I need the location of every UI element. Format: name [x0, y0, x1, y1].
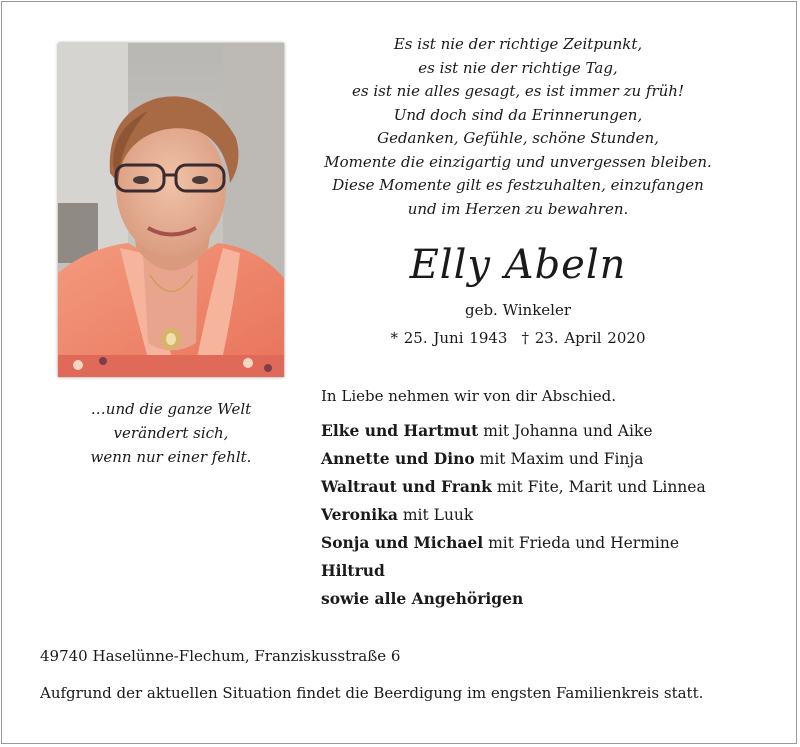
poem-line: es ist nie alles gesagt, es ist immer zu früh! [352, 82, 684, 100]
family-member-names: Veronika [321, 505, 398, 524]
family-member [321, 417, 781, 445]
poem-line: es ist nie der richtige Tag, [418, 58, 618, 77]
side-quote-line: …und die ganze Welt [90, 400, 252, 418]
family-member [321, 529, 781, 557]
family-member-children: mit Johanna und Aike [478, 422, 653, 440]
family-member-children: mit Frieda und Hermine [483, 534, 680, 552]
family-member-children: mit Fite, Marit und Linnea [491, 478, 706, 496]
family-member-names: Waltraut und Frank [321, 477, 492, 496]
poem-line: Momente die einzigartig und unvergessen bleiben. [324, 152, 712, 171]
poem-line: Diese Momente gilt es festzuhalten, einzufangen [332, 176, 704, 194]
deceased-name: Elly Abeln [409, 242, 627, 288]
poem [318, 33, 718, 221]
address: 49740 Haselünne-Flechum, Franziskusstraße 6 [40, 647, 401, 665]
life-dates [318, 328, 718, 348]
family-list [321, 417, 781, 613]
poem-line: Gedanken, Gefühle, schöne Stunden, [377, 129, 659, 147]
family-member [321, 557, 781, 585]
family-member-names: Hiltrud [321, 561, 385, 580]
family-member [321, 445, 781, 473]
family-member [321, 501, 781, 529]
poem-line: Es ist nie der richtige Zeitpunkt, [393, 35, 643, 53]
family-member-names: sowie alle Angehörigen [321, 589, 524, 608]
portrait-photo [58, 43, 284, 377]
family-member-children: mit Maxim und Finja [474, 450, 644, 468]
birth-name: geb. Winkeler [464, 301, 572, 319]
farewell-text: In Liebe nehmen wir von dir Abschied. [321, 387, 617, 405]
poem-line: und im Herzen zu bewahren. [407, 199, 629, 218]
side-quote-line: wenn nur einer fehlt. [90, 448, 252, 466]
side-quote-line: verändert sich, [113, 424, 229, 442]
family-member-names: Sonja und Michael [321, 533, 484, 552]
side-quote [58, 397, 284, 469]
birth-date: * 25. Juni 1943 [390, 329, 508, 347]
family-member-names: Annette und Dino [321, 449, 475, 468]
death-date: † 23. April 2020 [521, 329, 646, 347]
family-member [321, 473, 781, 501]
family-member-children: mit Luuk [397, 506, 474, 524]
poem-line: Und doch sind da Erinnerungen, [393, 105, 643, 124]
family-member [321, 585, 781, 613]
family-member-names: Elke und Hartmut [321, 421, 479, 440]
funeral-notice: Aufgrund der aktuellen Situation findet die Beerdigung im engsten Familienkreis statt. [40, 684, 704, 702]
